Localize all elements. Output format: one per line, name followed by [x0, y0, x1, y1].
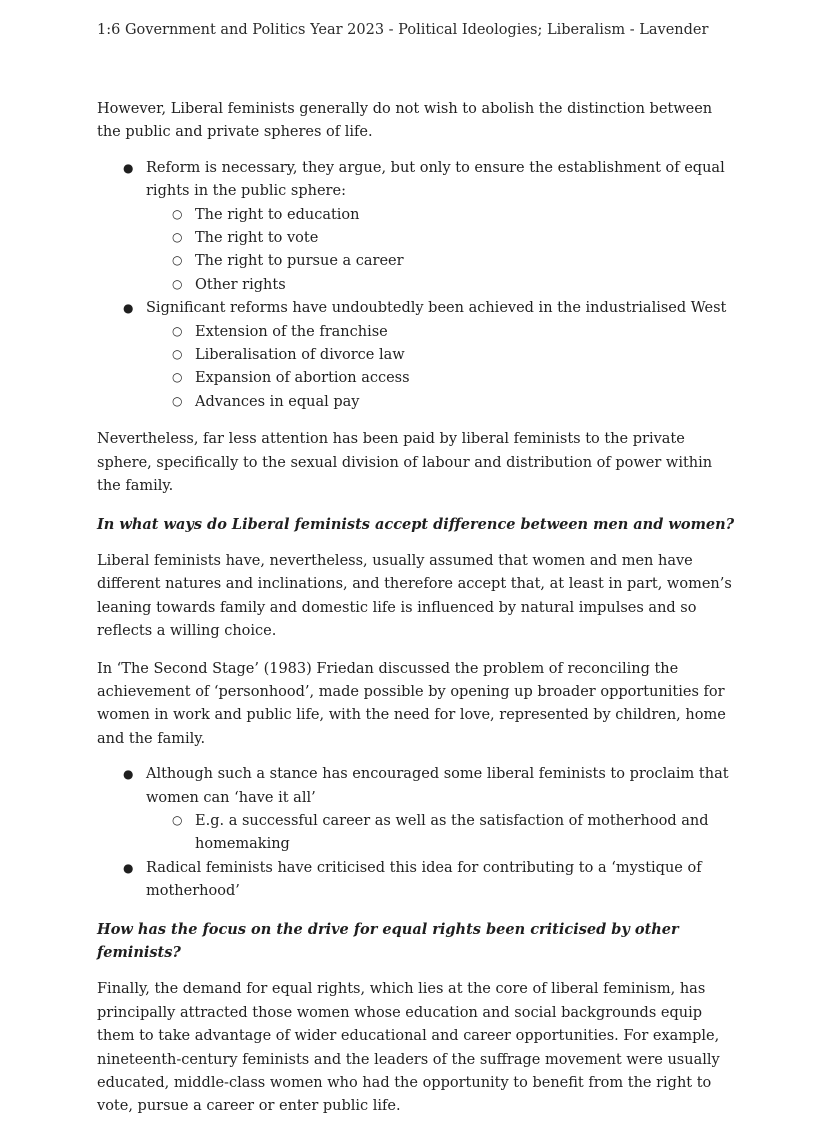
sub-bullet-list: [146, 204, 737, 298]
bullet-circle-icon: ○: [172, 253, 183, 268]
bullet-circle-icon: ○: [172, 812, 183, 827]
bullet-circle-icon: ○: [172, 370, 183, 385]
sub-list-item: [146, 391, 737, 414]
sub-bullet-list: [146, 321, 737, 415]
sub-list-item: [146, 810, 737, 857]
list-item-text: Although such a stance has encouraged some liberal feminists to proclaim that women can ‘have it all’: [146, 766, 729, 806]
section-question-criticism: How has the focus on the drive for equal rights been criticised by other feminists?: [97, 920, 679, 961]
sub-list-item-text: Other rights: [195, 276, 286, 293]
list-item: [97, 297, 737, 414]
section-question-difference: In what ways do Liberal feminists accept difference between men and women?: [97, 515, 735, 533]
sub-list-item-text: The right to pursue a career: [195, 253, 404, 270]
bullet-circle-icon: ○: [172, 347, 183, 362]
list-item: [97, 157, 737, 297]
sub-list-item-text: The right to education: [195, 206, 360, 223]
paragraph-natures: Liberal feminists have, nevertheless, usually assumed that women and men have different natures and inclinations, and therefore accept that, at least in part, women’s leaning towards family and domestic life is influenced by natural impulses and so reflects a willing choice.: [97, 552, 732, 640]
bullet-dot-icon: ●: [123, 301, 134, 316]
paragraph-second-stage: In ‘The Second Stage’ (1983) Friedan discussed the problem of reconciling the achievement of ‘personhood’, made possible by opening up broader opportunities for women in work and public life, with the need for love, represented by children, home and the family.: [97, 660, 726, 747]
sub-list-item-text: E.g. a successful career as well as the satisfaction of motherhood and homemaking: [195, 812, 709, 853]
list-item-text: Radical feminists have criticised this idea for contributing to a ‘mystique of motherhood’: [146, 859, 702, 900]
sub-list-item-text: Expansion of abortion access: [195, 370, 410, 387]
bullet-dot-icon: ●: [123, 860, 134, 875]
sub-list-item-text: Extension of the franchise: [195, 323, 388, 340]
bullet-circle-icon: ○: [172, 230, 183, 245]
sub-list-item: [146, 367, 737, 390]
bullet-circle-icon: ○: [172, 393, 183, 408]
sub-list-item: [146, 321, 737, 344]
bullet-list: [97, 157, 737, 414]
list-item: [97, 763, 737, 857]
bullet-list: [97, 763, 737, 903]
bullet-dot-icon: ●: [123, 160, 134, 175]
bullet-circle-icon: ○: [172, 206, 183, 221]
document-body: [97, 98, 737, 1133]
sub-list-item: [146, 204, 737, 227]
bullet-circle-icon: ○: [172, 276, 183, 291]
sub-list-item-text: Advances in equal pay: [195, 393, 360, 410]
page-header: 1:6 Government and Politics Year 2023 - Political Ideologies; Liberalism - Lavender: [97, 22, 709, 38]
sub-list-item: [146, 274, 737, 297]
sub-list-item: [146, 227, 737, 250]
sub-list-item: [146, 344, 737, 367]
sub-list-item: [146, 250, 737, 273]
paragraph-public-private: However, Liberal feminists generally do not wish to abolish the distinction between the public and private spheres of life.: [97, 101, 713, 141]
list-item-text: Reform is necessary, they argue, but only to ensure the establishment of equal rights in the public sphere:: [146, 159, 725, 200]
list-item: [97, 857, 737, 904]
sub-bullet-list: [146, 810, 737, 857]
paragraph-private-sphere: Nevertheless, far less attention has been paid by liberal feminists to the private sphere, specifically to the sexual division of labour and distribution of power within the family.: [97, 431, 713, 495]
sub-list-item-text: Liberalisation of divorce law: [195, 347, 405, 364]
bullet-circle-icon: ○: [172, 323, 183, 338]
sub-list-item-text: The right to vote: [195, 230, 319, 247]
bullet-dot-icon: ●: [123, 767, 134, 782]
list-item-text: Significant reforms have undoubtedly been achieved in the industrialised West: [146, 300, 727, 317]
paragraph-equal-rights: Finally, the demand for equal rights, which lies at the core of liberal feminism, has principally attracted those women whose education and social backgrounds equip them to take advantage of wider educational and career opportunities. For example, nineteenth-century feminists and the leaders of the suffrage movement were usually educated, middle-class women who had the opportunity to benefit from the right to vote, pursue a career or enter public life.: [97, 981, 720, 1115]
